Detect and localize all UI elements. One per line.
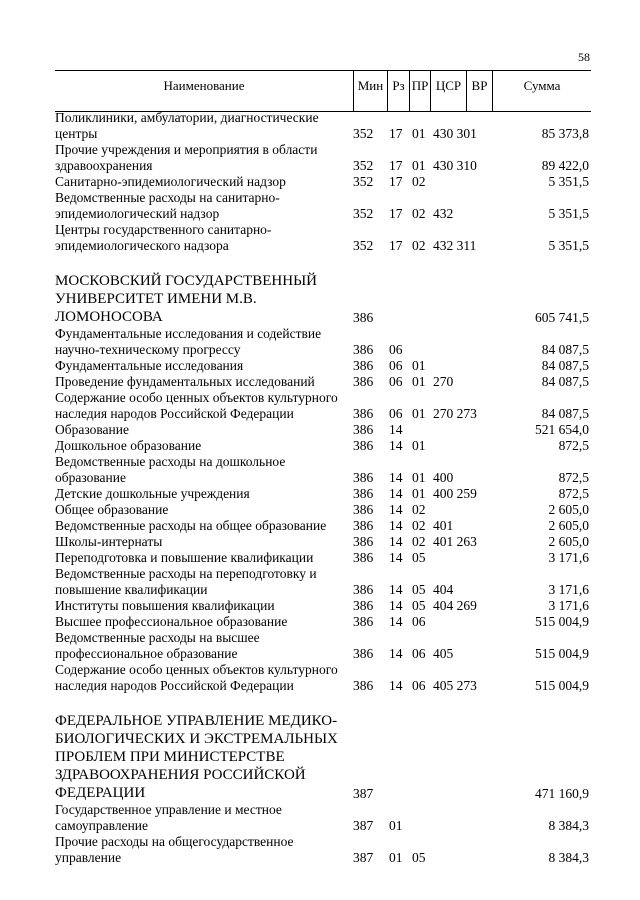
row-name-line: образование bbox=[55, 470, 126, 485]
row-name-line: Государственное управление и местное bbox=[55, 802, 282, 817]
row-name bbox=[55, 486, 347, 502]
row-name bbox=[55, 272, 347, 326]
row-pr: 02 bbox=[412, 238, 426, 253]
row-pr: 01 bbox=[412, 438, 426, 453]
row-min: 386 bbox=[353, 614, 374, 629]
row-name-line: Общее образование bbox=[55, 502, 169, 517]
row-rz: 14 bbox=[389, 550, 403, 565]
row-pr: 06 bbox=[412, 614, 426, 629]
row-min: 386 bbox=[353, 678, 374, 693]
row-sum: 521 654,0 bbox=[535, 422, 589, 437]
column-header-sum: Сумма bbox=[492, 71, 591, 111]
table-body bbox=[55, 110, 591, 866]
table-row bbox=[55, 222, 591, 254]
row-name bbox=[55, 110, 347, 142]
row-rz: 14 bbox=[389, 598, 403, 613]
row-rz: 14 bbox=[389, 582, 403, 597]
row-pr: 01 bbox=[412, 374, 426, 389]
row-name-line: Прочие учреждения и мероприятия в области bbox=[55, 142, 318, 157]
row-name-line: МОСКОВСКИЙ ГОСУДАРСТВЕННЫЙ bbox=[55, 273, 317, 289]
column-header-vr: ВР bbox=[466, 71, 492, 111]
row-min: 386 bbox=[353, 406, 374, 421]
row-sum: 515 004,9 bbox=[535, 678, 589, 693]
row-csr: 405 bbox=[433, 646, 454, 661]
row-sum: 515 004,9 bbox=[535, 646, 589, 661]
column-header-pr: ПР bbox=[409, 71, 430, 111]
row-rz: 14 bbox=[389, 502, 403, 517]
column-header-min: Мин bbox=[353, 71, 387, 111]
row-name bbox=[55, 502, 347, 518]
row-sum: 3 171,6 bbox=[548, 550, 589, 565]
row-rz: 01 bbox=[389, 850, 403, 865]
row-name bbox=[55, 422, 347, 438]
row-rz: 17 bbox=[389, 126, 403, 141]
table-row bbox=[55, 110, 591, 142]
row-name-line: Фундаментальные исследования bbox=[55, 358, 244, 373]
row-sum: 605 741,5 bbox=[535, 310, 589, 325]
row-rz: 17 bbox=[389, 238, 403, 253]
row-name-line: Содержание особо ценных объектов культурного bbox=[55, 662, 338, 677]
row-name bbox=[55, 712, 347, 802]
table-row bbox=[55, 614, 591, 630]
row-sum: 5 351,5 bbox=[548, 174, 589, 189]
row-sum: 89 422,0 bbox=[541, 158, 589, 173]
row-name bbox=[55, 630, 347, 662]
table-row bbox=[55, 518, 591, 534]
row-min: 387 bbox=[353, 818, 374, 833]
row-rz: 06 bbox=[389, 358, 403, 373]
row-name bbox=[55, 534, 347, 550]
row-name bbox=[55, 358, 347, 374]
row-pr: 06 bbox=[412, 678, 426, 693]
row-min: 386 bbox=[353, 502, 374, 517]
row-sum: 8 384,3 bbox=[548, 850, 589, 865]
table-row bbox=[55, 190, 591, 222]
row-pr: 05 bbox=[412, 850, 426, 865]
table-row bbox=[55, 358, 591, 374]
row-name-line: Ведомственные расходы на санитарно- bbox=[55, 190, 280, 205]
row-min: 352 bbox=[353, 238, 374, 253]
row-name-line: Ведомственные расходы на дошкольное bbox=[55, 454, 286, 469]
table-row bbox=[55, 662, 591, 694]
row-min: 352 bbox=[353, 206, 374, 221]
row-rz: 14 bbox=[389, 422, 403, 437]
row-rz: 06 bbox=[389, 406, 403, 421]
row-sum: 515 004,9 bbox=[535, 614, 589, 629]
row-name bbox=[55, 142, 347, 174]
row-name-line: Школы-интернаты bbox=[55, 534, 163, 549]
row-min: 386 bbox=[353, 374, 374, 389]
row-sum: 5 351,5 bbox=[548, 238, 589, 253]
row-name-line: Высшее профессиональное образование bbox=[55, 614, 288, 629]
table-row bbox=[55, 486, 591, 502]
row-name-line: Поликлиники, амбулатории, диагностические bbox=[55, 110, 319, 125]
row-pr: 02 bbox=[412, 174, 426, 189]
row-rz: 14 bbox=[389, 614, 403, 629]
row-sum: 85 373,8 bbox=[541, 126, 589, 141]
row-min: 386 bbox=[353, 342, 374, 357]
row-sum: 471 160,9 bbox=[535, 786, 589, 801]
row-min: 386 bbox=[353, 438, 374, 453]
row-name-line: ФЕДЕРАЛЬНОЕ УПРАВЛЕНИЕ МЕДИКО- bbox=[55, 713, 338, 729]
row-name-line: Прочие расходы на общегосударственное bbox=[55, 834, 294, 849]
row-name-line: научно-техническому прогрессу bbox=[55, 342, 241, 357]
table-row-section bbox=[55, 712, 591, 802]
row-min: 386 bbox=[353, 582, 374, 597]
row-name-line: Ведомственные расходы на переподготовку и bbox=[55, 566, 317, 581]
section-gap bbox=[55, 254, 591, 272]
row-name bbox=[55, 222, 347, 254]
row-sum: 84 087,5 bbox=[541, 358, 589, 373]
row-name-line: БИОЛОГИЧЕСКИХ И ЭКСТРЕМАЛЬНЫХ bbox=[55, 731, 338, 747]
row-min: 386 bbox=[353, 486, 374, 501]
row-rz: 17 bbox=[389, 174, 403, 189]
row-name-line: самоуправление bbox=[55, 818, 149, 833]
row-pr: 02 bbox=[412, 534, 426, 549]
row-min: 386 bbox=[353, 470, 374, 485]
row-name-line: центры bbox=[55, 126, 98, 141]
row-rz: 06 bbox=[389, 342, 403, 357]
row-rz: 17 bbox=[389, 206, 403, 221]
row-min: 386 bbox=[353, 310, 374, 325]
table-row bbox=[55, 142, 591, 174]
row-min: 386 bbox=[353, 646, 374, 661]
table-row bbox=[55, 438, 591, 454]
row-name-line: Переподготовка и повышение квалификации bbox=[55, 550, 314, 565]
row-csr: 401 263 bbox=[433, 534, 477, 549]
row-name-line: ЗДРАВООХРАНЕНИЯ РОССИЙСКОЙ bbox=[55, 767, 306, 783]
table-row bbox=[55, 502, 591, 518]
row-name bbox=[55, 566, 347, 598]
row-sum: 84 087,5 bbox=[541, 406, 589, 421]
row-name-line: Дошкольное образование bbox=[55, 438, 202, 453]
row-min: 352 bbox=[353, 174, 374, 189]
row-min: 386 bbox=[353, 598, 374, 613]
row-rz: 14 bbox=[389, 518, 403, 533]
row-sum: 872,5 bbox=[558, 486, 589, 501]
row-name bbox=[55, 518, 347, 534]
row-min: 387 bbox=[353, 850, 374, 865]
row-name-line: управление bbox=[55, 850, 122, 865]
row-name bbox=[55, 454, 347, 486]
row-rz: 14 bbox=[389, 646, 403, 661]
row-name bbox=[55, 174, 347, 190]
row-min: 386 bbox=[353, 550, 374, 565]
row-csr: 270 bbox=[433, 374, 454, 389]
row-csr: 404 269 bbox=[433, 598, 477, 613]
row-csr: 270 273 bbox=[433, 406, 477, 421]
row-rz: 14 bbox=[389, 534, 403, 549]
row-min: 352 bbox=[353, 158, 374, 173]
row-sum: 2 605,0 bbox=[548, 534, 589, 549]
row-csr: 400 259 bbox=[433, 486, 477, 501]
table-row bbox=[55, 174, 591, 190]
row-name bbox=[55, 390, 347, 422]
row-min: 386 bbox=[353, 358, 374, 373]
row-name-line: УНИВЕРСИТЕТ ИМЕНИ М.В. ЛОМОНОСОВА bbox=[55, 291, 257, 325]
row-name bbox=[55, 834, 347, 866]
row-pr: 05 bbox=[412, 582, 426, 597]
row-name-line: Образование bbox=[55, 422, 129, 437]
row-sum: 872,5 bbox=[558, 438, 589, 453]
row-csr: 400 bbox=[433, 470, 454, 485]
row-pr: 01 bbox=[412, 406, 426, 421]
row-min: 352 bbox=[353, 126, 374, 141]
row-pr: 05 bbox=[412, 550, 426, 565]
table-row bbox=[55, 390, 591, 422]
table-row-section bbox=[55, 272, 591, 326]
row-rz: 14 bbox=[389, 470, 403, 485]
row-sum: 872,5 bbox=[558, 470, 589, 485]
table-row bbox=[55, 834, 591, 866]
table-row bbox=[55, 802, 591, 834]
row-name-line: эпидемиологический надзор bbox=[55, 206, 220, 221]
row-rz: 01 bbox=[389, 818, 403, 833]
row-min: 386 bbox=[353, 534, 374, 549]
row-csr: 401 bbox=[433, 518, 454, 533]
row-name-line: ФЕДЕРАЦИИ bbox=[55, 785, 146, 801]
column-header-csr: ЦСР bbox=[430, 71, 466, 111]
row-sum: 2 605,0 bbox=[548, 502, 589, 517]
row-sum: 3 171,6 bbox=[548, 582, 589, 597]
row-rz: 14 bbox=[389, 486, 403, 501]
table-row bbox=[55, 454, 591, 486]
row-sum: 3 171,6 bbox=[548, 598, 589, 613]
table-header bbox=[55, 70, 591, 112]
row-rz: 06 bbox=[389, 374, 403, 389]
row-name-line: Ведомственные расходы на общее образование bbox=[55, 518, 327, 533]
row-sum: 2 605,0 bbox=[548, 518, 589, 533]
row-pr: 01 bbox=[412, 126, 426, 141]
row-name bbox=[55, 190, 347, 222]
row-name-line: профессиональное образование bbox=[55, 646, 238, 661]
table-row bbox=[55, 326, 591, 358]
row-name bbox=[55, 374, 347, 390]
row-name-line: Центры государственного санитарно- bbox=[55, 222, 272, 237]
row-name-line: здравоохранения bbox=[55, 158, 153, 173]
page-number: 58 bbox=[578, 50, 590, 64]
row-pr: 02 bbox=[412, 518, 426, 533]
row-name bbox=[55, 438, 347, 454]
row-name-line: Фундаментальные исследования и содействие bbox=[55, 326, 322, 341]
row-sum: 5 351,5 bbox=[548, 206, 589, 221]
row-pr: 01 bbox=[412, 470, 426, 485]
table-row bbox=[55, 374, 591, 390]
row-pr: 01 bbox=[412, 158, 426, 173]
row-csr: 430 301 bbox=[433, 126, 477, 141]
row-name bbox=[55, 662, 347, 694]
row-name-line: наследия народов Российской Федерации bbox=[55, 678, 294, 693]
row-name bbox=[55, 614, 347, 630]
row-csr: 432 bbox=[433, 206, 454, 221]
row-pr: 01 bbox=[412, 486, 426, 501]
row-name-line: Институты повышения квалификации bbox=[55, 598, 275, 613]
row-name-line: ПРОБЛЕМ ПРИ МИНИСТЕРСТВЕ bbox=[55, 749, 285, 765]
column-header-name: Наименование bbox=[163, 78, 245, 93]
row-name bbox=[55, 550, 347, 566]
row-name-line: повышение квалификации bbox=[55, 582, 208, 597]
row-name-line: Ведомственные расходы на высшее bbox=[55, 630, 260, 645]
row-min: 386 bbox=[353, 518, 374, 533]
row-rz: 17 bbox=[389, 158, 403, 173]
row-name-line: Детские дошкольные учреждения bbox=[55, 486, 250, 501]
row-sum: 84 087,5 bbox=[541, 374, 589, 389]
column-header-rz: Рз bbox=[387, 71, 409, 111]
row-name bbox=[55, 802, 347, 834]
row-name-line: эпидемиологического надзора bbox=[55, 238, 229, 253]
table-row bbox=[55, 566, 591, 598]
section-gap bbox=[55, 694, 591, 712]
table-row bbox=[55, 534, 591, 550]
table-row bbox=[55, 598, 591, 614]
table-row bbox=[55, 550, 591, 566]
row-name-line: Санитарно-эпидемиологический надзор bbox=[55, 174, 286, 189]
row-min: 386 bbox=[353, 422, 374, 437]
row-name-line: наследия народов Российской Федерации bbox=[55, 406, 294, 421]
row-pr: 02 bbox=[412, 502, 426, 517]
row-csr: 405 273 bbox=[433, 678, 477, 693]
row-min: 387 bbox=[353, 786, 374, 801]
row-pr: 06 bbox=[412, 646, 426, 661]
table-row bbox=[55, 630, 591, 662]
row-csr: 404 bbox=[433, 582, 454, 597]
row-sum: 84 087,5 bbox=[541, 342, 589, 357]
row-name-line: Проведение фундаментальных исследований bbox=[55, 374, 315, 389]
row-name bbox=[55, 326, 347, 358]
row-csr: 432 311 bbox=[433, 238, 477, 253]
row-name-line: Содержание особо ценных объектов культурного bbox=[55, 390, 338, 405]
row-name bbox=[55, 598, 347, 614]
row-csr: 430 310 bbox=[433, 158, 477, 173]
row-pr: 01 bbox=[412, 358, 426, 373]
row-pr: 02 bbox=[412, 206, 426, 221]
table-row bbox=[55, 422, 591, 438]
row-rz: 14 bbox=[389, 438, 403, 453]
row-sum: 8 384,3 bbox=[548, 818, 589, 833]
row-pr: 05 bbox=[412, 598, 426, 613]
row-rz: 14 bbox=[389, 678, 403, 693]
